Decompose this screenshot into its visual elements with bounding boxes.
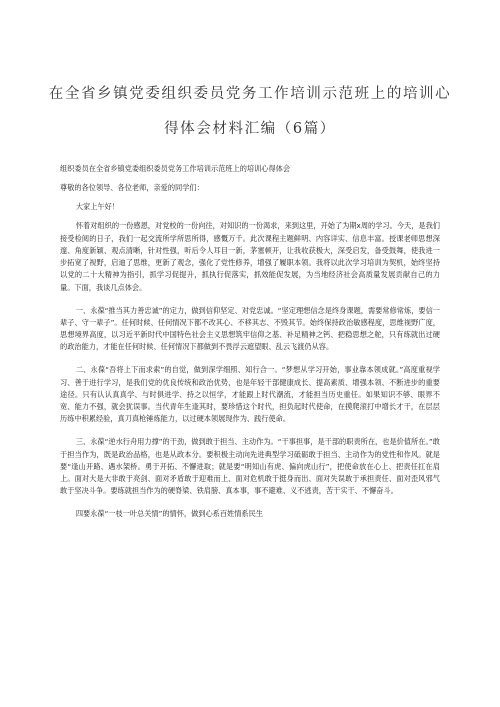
point-three-paragraph: 三、永葆“逆水行舟用力撑”的干劲，做到敢于担当、主动作为。“干事担事，是干部的职责所在，也是价值所在。”敢于担当作为，既是政治品格，也是从政本分。要积极主动向先进典型学习砥砺敢于担当、主动作为的党性和作风。就是要“逢山开路、遇水架桥。勇于开拓、不懈进取；就是要“明知山有虎、偏向虎山行”，把使命放在心上、把责任扛在肩上。面对大是大非敢于亮剑、面对矛盾敢于迎难而上、面对危机敢于挺身而出、面对失误敢于承担责任、面对歪风邪气敢于坚决斗争。要练就担当作为的硬脊梁、铁肩膀、真本事，事不避难、义不逃责，苦干实干、不懈奋斗。 (60, 437, 440, 496)
point-four-paragraph: 四要永葆“一枝一叶总关情”的情怀，做到心系百姓情系民生 (75, 509, 263, 519)
salutation-paragraph: 尊敬的各位领导、各位老师，亲爱的同学们： (60, 183, 204, 193)
greeting-paragraph: 大家上午好！ (75, 202, 119, 212)
point-one-paragraph: 一、永葆“推当其力善忠诚”的定力，做到信仰坚定、对党忠诚。“坚定理想信念是终身课题，需要常修常炼，要信一辈子、守一辈子”。任何时候、任何情况下都不改其心、不移其志、不毁其节。始终保持政治敏感程度，思维视野广度，思想境界高度，以习近平新时代中国特色社会主义思想筑牢信仰之基、补足精神之钙、把稳思想之舵，只有练就出过硬的政治能力，才能在任何时候、任何情况下都做到不畏浮云遮望眼、乱云飞渡仍从容。 (60, 305, 440, 352)
document-title-line-2: 得体会材料汇编（6篇） (164, 121, 336, 137)
document-title-line-1: 在全省乡镇党委组织委员党务工作培训示范班上的培训心 (48, 86, 452, 102)
point-two-paragraph: 二、永葆“吾将上下而求索”的自觉，做到深学细照、知行合一。“梦想从学习开始，事业靠本领成就。”高度重视学习、善于进行学习，是我们党的优良传统和政治优势，也是年轻干部健康成长、提高素质、增强本领、不断进步的重要途径。只有认认真真学、与时俱进学、持之以恒学，才能跟上时代潮流，才能担当历史重任。如果知识不够、眼界不宽、能力不强，就会犹误事。当代青年生逢其时，要珍惜这个时代，担负起时代使命，在摸爬滚打中增长才干，在层层历练中积累经验，真刀真枪锤炼能力，以过硬本领展现作为、践行使命。 (60, 365, 440, 424)
subtitle-paragraph: 组织委员在全省乡镇党委组织委员党务工作培训示范班上的培训心得体会 (60, 164, 291, 173)
intro-paragraph: 怀着对组织的一份感恩，对党校的一份向往，对知识的一份渴求，来到这里，开始了为期x周的学习。今天，是我们接受检阅的日子，我们一起交流所学所思所得，感慨万千。此次课程主题鲜明、内容详实、信息丰富。授课老师思想深邃、角度新颖、观点清晰，针对性强，听后令人耳目一新，茅塞顿开，让我收获极大，深受启发，备受鼓舞，使我进一步拓宽了视野，启迪了思维，更新了观念，强化了党性修养，增强了履职本领。我将以此次学习培训为契机，始终坚持以党的二十大精神为指引，抓学习促提升，抓执行促落实，抓效能促发展，为当地经济社会高质量发展贡献自己的力量。下面，我谈几点体会。 (60, 221, 440, 292)
document-body (60, 163, 440, 521)
